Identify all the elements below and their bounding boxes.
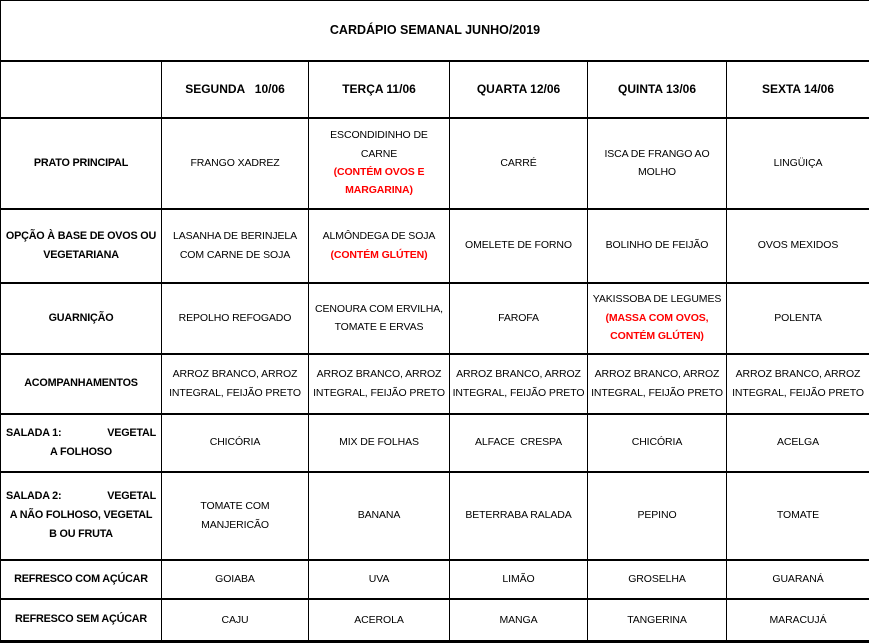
- menu-cell: [450, 560, 588, 599]
- menu-cell: [309, 414, 450, 472]
- row-refresco-sem-acucar: [1, 599, 869, 642]
- menu-cell: [588, 472, 727, 560]
- dish-name: ISCA DE FRANGO AO MOLHO: [590, 145, 724, 182]
- day-header-terca: [309, 61, 450, 118]
- menu-cell: [727, 560, 869, 599]
- day-header-quinta: [588, 61, 727, 118]
- row-label-guarnicao: [1, 283, 162, 354]
- dish-name: FRANGO XADREZ: [168, 154, 302, 172]
- row-opcao-ovos-vegetariana: [1, 209, 869, 283]
- row-refresco-com-acucar: [1, 560, 869, 599]
- dish-name: ARROZ BRANCO, ARROZ INTEGRAL, FEIJÃO PRETO: [168, 365, 302, 402]
- dish-name: GROSELHA: [590, 570, 724, 588]
- allergen-note: (CONTÉM GLÚTEN): [312, 246, 446, 264]
- dish-name: CENOURA COM ERVILHA, TOMATE E ERVAS: [312, 300, 446, 337]
- dish-name: ALMÔNDEGA DE SOJA: [312, 227, 446, 245]
- menu-cell: [162, 414, 309, 472]
- menu-cell: [727, 354, 869, 414]
- dish-name: OMELETE DE FORNO: [452, 236, 586, 254]
- row-label-text: REFRESCO COM AÇÚCAR: [1, 570, 161, 589]
- dish-name: TOMATE COM MANJERICÃO: [168, 497, 302, 534]
- dish-name: LIMÃO: [452, 570, 586, 588]
- dish-name: UVA: [312, 570, 446, 588]
- dish-name: ACEROLA: [312, 611, 446, 629]
- menu-cell: [309, 118, 450, 209]
- dish-name: ARROZ BRANCO, ARROZ INTEGRAL, FEIJÃO PRETO: [731, 365, 865, 402]
- menu-cell: [450, 354, 588, 414]
- dish-name: ACELGA: [731, 433, 865, 451]
- day-header-quarta: [450, 61, 588, 118]
- dish-name: ARROZ BRANCO, ARROZ INTEGRAL, FEIJÃO PRETO: [590, 365, 724, 402]
- row-label-text: GUARNIÇÃO: [1, 309, 161, 328]
- row-label-acompanhamentos: [1, 354, 162, 414]
- row-acompanhamentos: [1, 354, 869, 414]
- dish-name: MANGA: [452, 611, 586, 629]
- menu-cell: [727, 599, 869, 642]
- row-label-text: REFRESCO SEM AÇÚCAR: [1, 610, 161, 629]
- dish-name: CHICÓRIA: [590, 433, 724, 451]
- menu-cell: [588, 209, 727, 283]
- row-label-text: PRATO PRINCIPAL: [1, 154, 161, 173]
- menu-cell: [727, 472, 869, 560]
- menu-cell: [309, 354, 450, 414]
- day-header-row: [1, 61, 869, 118]
- dish-name: BOLINHO DE FEIJÃO: [590, 236, 724, 254]
- row-label-refresco-sem-acucar: [1, 599, 162, 642]
- row-label-salada-2: [1, 472, 162, 560]
- row-prato-principal: [1, 118, 869, 209]
- menu-cell: [588, 414, 727, 472]
- menu-cell: [588, 118, 727, 209]
- dish-name: ARROZ BRANCO, ARROZ INTEGRAL, FEIJÃO PRETO: [312, 365, 446, 402]
- menu-cell: [588, 560, 727, 599]
- day-header-label: SEGUNDA 10/06: [162, 82, 308, 96]
- dish-name: MIX DE FOLHAS: [312, 433, 446, 451]
- row-label-text: B OU FRUTA: [4, 525, 158, 544]
- menu-cell: [162, 283, 309, 354]
- dish-name: LASANHA DE BERINJELA COM CARNE DE SOJA: [168, 227, 302, 264]
- dish-name: CAJU: [168, 611, 302, 629]
- menu-cell: [450, 414, 588, 472]
- dish-name: ARROZ BRANCO, ARROZ INTEGRAL, FEIJÃO PRETO: [452, 365, 586, 402]
- menu-cell: [588, 283, 727, 354]
- menu-cell: [162, 118, 309, 209]
- menu-cell: [450, 118, 588, 209]
- menu-cell: [162, 599, 309, 642]
- dish-name: GOIABA: [168, 570, 302, 588]
- menu-cell: [162, 472, 309, 560]
- dish-name: TANGERINA: [590, 611, 724, 629]
- dish-name: POLENTA: [731, 309, 865, 327]
- dish-name: BANANA: [312, 506, 446, 524]
- menu-cell: [162, 354, 309, 414]
- dish-name: ESCONDIDINHO DE CARNE: [312, 126, 446, 163]
- menu-cell: [309, 599, 450, 642]
- row-label-salada-1: [1, 414, 162, 472]
- row-label-text: A FOLHOSO: [4, 443, 158, 462]
- menu-cell: [727, 414, 869, 472]
- day-header-label: QUINTA 13/06: [588, 82, 726, 96]
- dish-name: TOMATE: [731, 506, 865, 524]
- row-label-text: ACOMPANHAMENTOS: [1, 374, 161, 393]
- row-label-text: A NÃO FOLHOSO, VEGETAL: [4, 506, 158, 525]
- menu-cell: [588, 354, 727, 414]
- dish-name: FAROFA: [452, 309, 586, 327]
- title-row: [1, 1, 869, 61]
- corner-cell: [1, 61, 162, 118]
- row-label-text: SALADA 2:: [6, 487, 61, 506]
- menu-cell: [450, 599, 588, 642]
- day-header-sexta: [727, 61, 869, 118]
- dish-name: LINGÜIÇA: [731, 154, 865, 172]
- day-header-label: QUARTA 12/06: [450, 82, 587, 96]
- row-label-text: VEGETAL: [107, 424, 156, 443]
- menu-cell: [309, 209, 450, 283]
- dish-name: CARRÉ: [452, 154, 586, 172]
- menu-cell: [450, 472, 588, 560]
- dish-name: GUARANÁ: [731, 570, 865, 588]
- menu-cell: [162, 560, 309, 599]
- menu-cell: [450, 283, 588, 354]
- row-label-refresco-com-acucar: [1, 560, 162, 599]
- day-header-label: TERÇA 11/06: [309, 82, 449, 96]
- day-header-segunda: [162, 61, 309, 118]
- row-label-text: OPÇÃO À BASE DE OVOS OU VEGETARIANA: [1, 227, 161, 265]
- menu-cell: [727, 118, 869, 209]
- menu-cell: [309, 560, 450, 599]
- menu-cell: [588, 599, 727, 642]
- menu-title-cell: [1, 1, 869, 61]
- allergen-note: (CONTÉM OVOS E MARGARINA): [312, 163, 446, 200]
- dish-name: YAKISSOBA DE LEGUMES: [590, 290, 724, 308]
- allergen-note: (MASSA COM OVOS, CONTÉM GLÚTEN): [590, 309, 724, 346]
- menu-cell: [309, 472, 450, 560]
- row-label-text: SALADA 1:: [6, 424, 61, 443]
- dish-name: ALFACE CRESPA: [452, 433, 586, 451]
- day-header-label: SEXTA 14/06: [727, 82, 869, 96]
- dish-name: CHICÓRIA: [168, 433, 302, 451]
- dish-name: REPOLHO REFOGADO: [168, 309, 302, 327]
- row-guarnicao: [1, 283, 869, 354]
- menu-cell: [309, 283, 450, 354]
- menu-cell: [450, 209, 588, 283]
- dish-name: PEPINO: [590, 506, 724, 524]
- row-salada-2: [1, 472, 869, 560]
- row-label-text: VEGETAL: [107, 487, 156, 506]
- menu-cell: [727, 283, 869, 354]
- row-salada-1: [1, 414, 869, 472]
- row-label-opcao-vegetariana: [1, 209, 162, 283]
- dish-name: MARACUJÁ: [731, 611, 865, 629]
- row-label-prato-principal: [1, 118, 162, 209]
- dish-name: OVOS MEXIDOS: [731, 236, 865, 254]
- menu-cell: [727, 209, 869, 283]
- page-title: CARDÁPIO SEMANAL JUNHO/2019: [1, 23, 869, 37]
- dish-name: BETERRABA RALADA: [452, 506, 586, 524]
- menu-cell: [162, 209, 309, 283]
